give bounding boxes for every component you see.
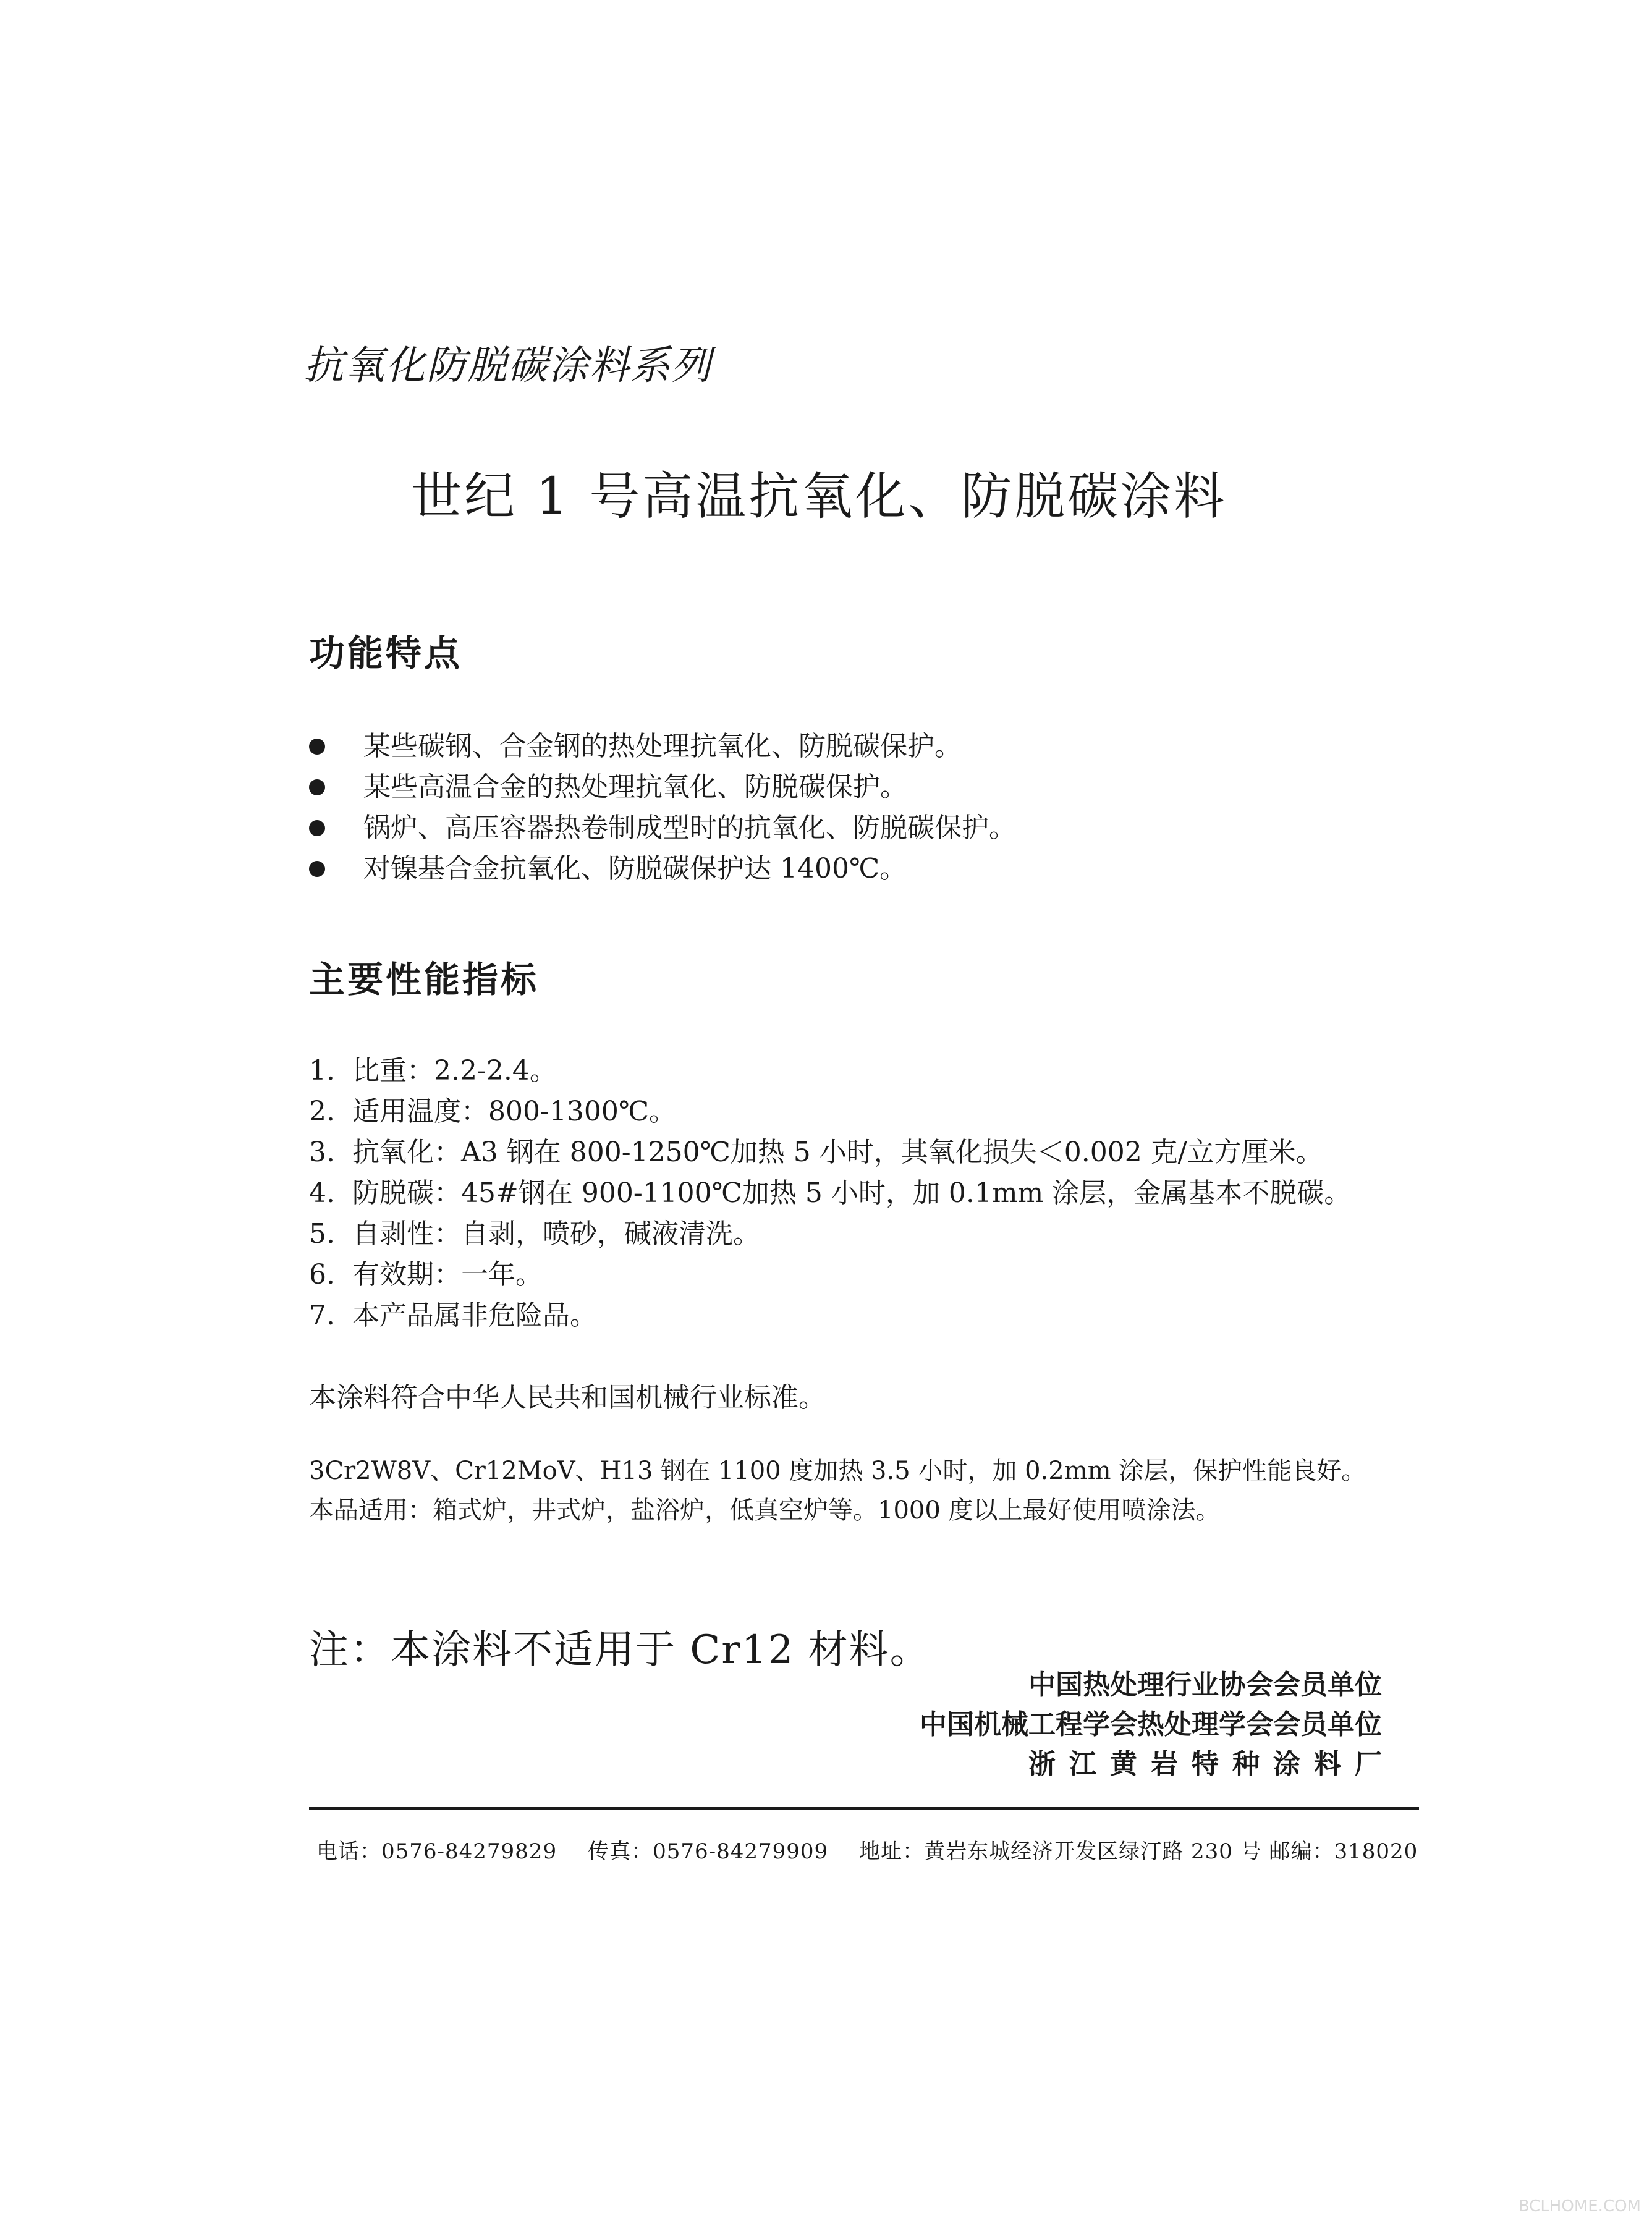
fax-number: 传真：0576-84279909 <box>588 1839 829 1864</box>
watermark: BCLHOME.COM <box>1518 2197 1641 2216</box>
spec-number: 2. <box>309 1096 335 1127</box>
feature-item <box>309 808 1016 849</box>
feature-text: 锅炉、高压容器热卷制成型时的抗氧化、防脱碳保护。 <box>363 812 1016 844</box>
bullet-icon <box>309 861 325 877</box>
spec-number: 1. <box>309 1055 335 1086</box>
spec-item <box>309 1173 1351 1214</box>
spec-item <box>309 1091 1351 1132</box>
feature-item <box>309 849 1016 889</box>
bullet-icon <box>309 779 325 795</box>
footer-contact <box>316 1834 1449 1865</box>
spec-item <box>309 1255 1351 1295</box>
spec-text: 适用温度：800-1300℃。 <box>352 1096 677 1127</box>
spec-text: 本产品属非危险品。 <box>352 1300 597 1331</box>
factory-name: 浙江黄岩特种涂料厂 <box>1028 1748 1396 1780</box>
feature-item <box>309 767 1016 808</box>
feature-text: 某些碳钢、合金钢的热处理抗氧化、防脱碳保护。 <box>363 730 962 762</box>
membership-line: 中国热处理行业协会会员单位 <box>1028 1669 1382 1701</box>
spec-text: 有效期：一年。 <box>352 1259 543 1290</box>
usage-line: 本品适用：箱式炉，井式炉，盐浴炉，低真空炉等。1000 度以上最好使用喷涂法。 <box>309 1496 1221 1525</box>
feature-item <box>309 726 1016 767</box>
spec-number: 3. <box>309 1137 335 1168</box>
address: 地址：黄岩东城经济开发区绿汀路 230 号 邮编：318020 <box>859 1839 1418 1864</box>
spec-number: 5. <box>309 1218 335 1250</box>
standard-note: 本涂料符合中华人民共和国机械行业标准。 <box>309 1382 826 1413</box>
specs-list <box>309 1051 1351 1336</box>
warning-note: 注：本涂料不适用于 Cr12 材料。 <box>309 1627 931 1673</box>
membership-block <box>920 1666 1396 1784</box>
spec-item <box>309 1132 1351 1173</box>
usage-line: 3Cr2W8V、Cr12MoV、H13 钢在 1100 度加热 3.5 小时，加 0.2mm 涂层，保护性能良好。 <box>309 1457 1366 1485</box>
footer-divider <box>309 1807 1419 1810</box>
feature-text: 对镍基合金抗氧化、防脱碳保护达 1400℃。 <box>363 853 907 884</box>
spec-item <box>309 1295 1351 1336</box>
specs-heading: 主要性能指标 <box>309 959 540 1001</box>
phone-number: 电话：0576-84279829 <box>316 1839 557 1864</box>
spec-item <box>309 1051 1351 1091</box>
page-title: 世纪 1 号高温抗氧化、防脱碳涂料 <box>411 467 1227 526</box>
features-heading: 功能特点 <box>309 632 463 674</box>
features-list <box>309 726 1016 889</box>
spec-text: 防脱碳：45#钢在 900-1100℃加热 5 小时，加 0.1mm 涂层，金属基本不脱碳。 <box>352 1177 1352 1209</box>
spec-text: 抗氧化：A3 钢在 800-1250℃加热 5 小时，其氧化损失＜0.002 克/立方厘米。 <box>352 1137 1323 1168</box>
spec-item <box>309 1214 1351 1255</box>
bullet-icon <box>309 739 325 755</box>
feature-text: 某些高温合金的热处理抗氧化、防脱碳保护。 <box>363 771 907 803</box>
bullet-icon <box>309 820 325 836</box>
spec-number: 7. <box>309 1300 335 1331</box>
spec-number: 6. <box>309 1259 335 1290</box>
spec-number: 4. <box>309 1177 335 1209</box>
series-title: 抗氧化防脱碳涂料系列 <box>304 343 712 389</box>
usage-notes <box>309 1451 1366 1530</box>
spec-text: 自剥性：自剥，喷砂，碱液清洗。 <box>352 1218 760 1250</box>
spec-text: 比重：2.2-2.4。 <box>352 1055 557 1086</box>
membership-line: 中国机械工程学会热处理学会会员单位 <box>920 1709 1382 1740</box>
